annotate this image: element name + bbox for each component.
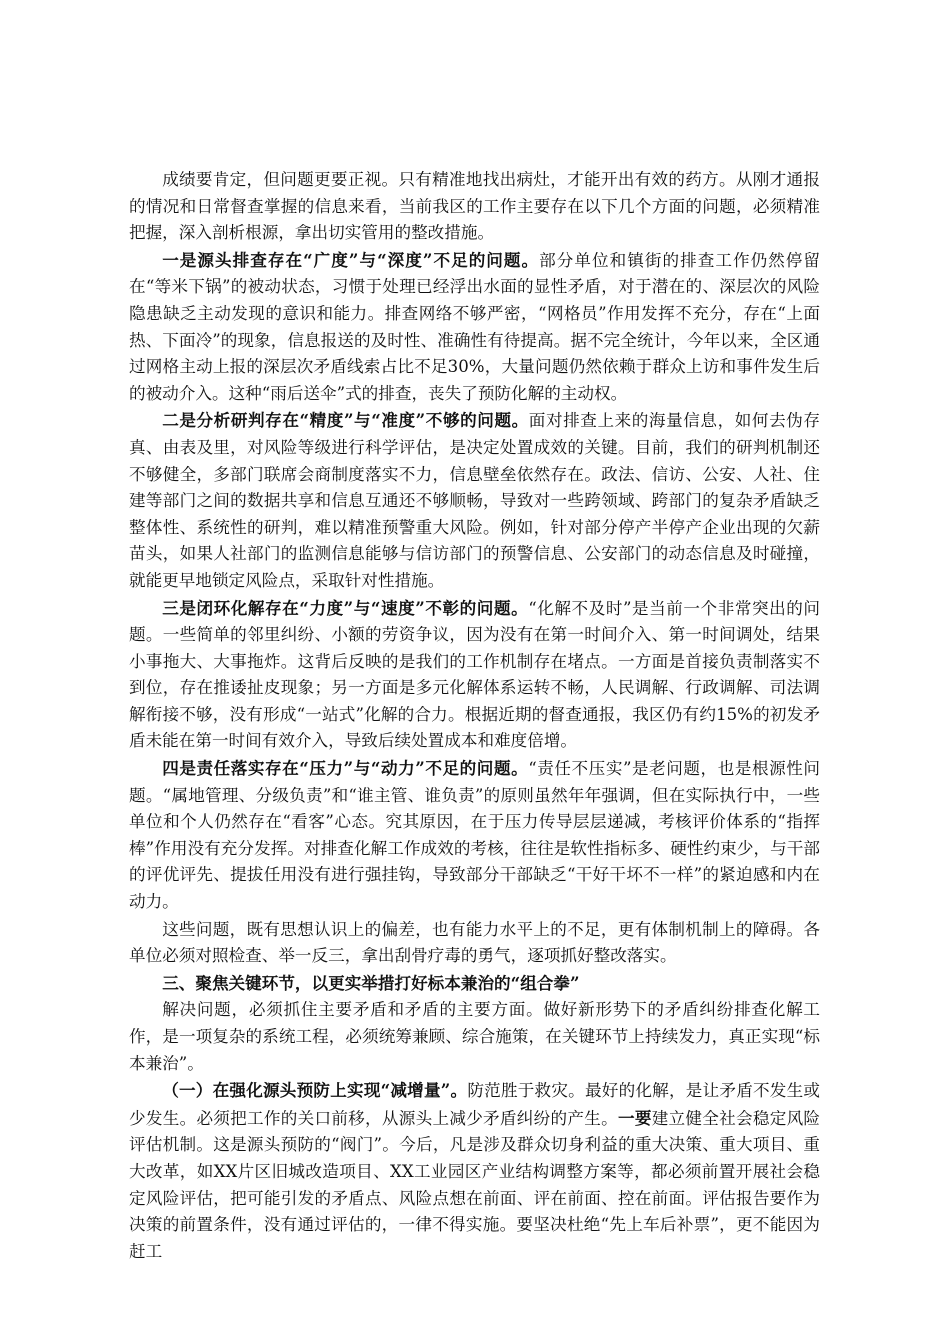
paragraph-problem-2 bbox=[129, 407, 820, 594]
paragraph-problem-1 bbox=[129, 247, 820, 408]
paragraph-lead: （一）在强化源头预防上实现“减增量”。 bbox=[162, 1080, 468, 1101]
paragraph-body: “责任不压实”是老问题，也是根源性问题。“属地管理、分级负责”和“谁主管、谁负责”的原则虽然年年强调，但在实际执行中，一些单位和个人仍然存在“看客”心态。究其原因，在于压力传导层层递减，考核评价体系的“指挥棒”作用没有充分发挥。对排查化解工作成效的考核，往往是软性指标多、硬性约束少，与干部的评优评先、提拔任用没有进行强挂钩，导致部分干部缺乏“干好干坏不一样”的紧迫感和内在动力。 bbox=[129, 759, 820, 912]
paragraph-summary bbox=[129, 916, 820, 970]
paragraph-lead: 四是责任落实存在“压力”与“动力”不足的问题。 bbox=[162, 758, 529, 779]
paragraph-lead: 三是闭环化解存在“力度”与“速度”不彰的问题。 bbox=[162, 597, 529, 618]
document-page bbox=[129, 166, 820, 1265]
paragraph-section-intro bbox=[129, 996, 820, 1077]
paragraph-body: 面对排查上来的海量信息，如何去伪存真、由表及里，对风险等级进行科学评估，是决定处置成效的关键。目前，我们的研判机制还不够健全，多部门联席会商制度落实不力，信息壁垒依然存在。政法、信访、公安、人社、住建等部门之间的数据共享和信息互通还不够顺畅，导致对一些跨领域、跨部门的复杂矛盾缺乏整体性、系统性的研判，难以精准预警重大风险。例如，针对部分停产半停产企业出现的欠薪苗头，如果人社部门的监测信息能够与信访部门的预警信息、公安部门的动态信息及时碰撞，就能更早地锁定风险点，采取针对性措施。 bbox=[129, 411, 821, 590]
paragraph-intro bbox=[129, 166, 820, 247]
paragraph-body: “化解不及时”是当前一个非常突出的问题。一些简单的邻里纠纷、小额的劳资争议，因为没有在第一时间介入、第一时间调处，结果小事拖大、大事拖炸。这背后反映的是我们的工作机制存在堵点。一方面是首接负责制落实不到位，存在推诿扯皮现象；另一方面是多元化解体系运转不畅，人民调解、行政调解、司法调解衔接不够，没有形成“一站式”化解的合力。根据近期的督查通报，我区仍有约15%的初发矛盾未能在第一时间有效介入，导致后续处置成本和难度倍增。 bbox=[129, 598, 820, 751]
paragraph-body: 这些问题，既有思想认识上的偏差，也有能力水平上的不足，更有体制机制上的障碍。各单位必须对照检查、举一反三，拿出刮骨疗毒的勇气，逐项抓好整改落实。 bbox=[129, 919, 820, 966]
paragraph-body: 成绩要肯定，但问题更要正视。只有精准地找出病灶，才能开出有效的药方。从刚才通报的情况和日常督查掌握的信息来看，当前我区的工作主要存在以下几个方面的问题，必须精准把握，深入剖析根源，拿出切实管用的整改措施。 bbox=[129, 170, 820, 243]
paragraph-body: 解决问题，必须抓住主要矛盾和矛盾的主要方面。做好新形势下的矛盾纠纷排查化解工作，是一项复杂的系统工程，必须统筹兼顾、综合施策，在关键环节上持续发力，真正实现“标本兼治”。 bbox=[129, 1000, 820, 1073]
section-heading-text: 三、聚焦关键环节，以更实举措打好标本兼治的“组合拳” bbox=[162, 972, 580, 993]
paragraph-inline-lead: 一要 bbox=[617, 1107, 652, 1128]
paragraph-lead: 二是分析研判存在“精度”与“准度”不够的问题。 bbox=[162, 410, 529, 431]
paragraph-body: 部分单位和镇街的排查工作仍然停留在“等米下锅”的被动状态，习惯于处理已经浮出水面的显性矛盾，对于潜在的、深层次的风险隐患缺乏主动发现的意识和能力。排查网络不够严密，“网格员”作用发挥不充分，存在“上面热、下面冷”的现象，信息报送的及时性、准确性有待提高。据不完全统计，今年以来，全区通过网格主动上报的深层次矛盾线索占比不足30%，大量问题仍然依赖于群众上访和事件发生后的被动介入。这种“雨后送伞”式的排查，丧失了预防化解的主动权。 bbox=[129, 250, 821, 403]
paragraph-lead: 一是源头排查存在“广度”与“深度”不足的问题。 bbox=[162, 249, 540, 270]
paragraph-body: 防范胜于救灾。最好的化解，是让矛盾不发生或少发生。必须把工作的关口前移，从源头上减少矛盾纠纷的产生。 bbox=[129, 1081, 820, 1128]
paragraph-measure-1 bbox=[129, 1077, 820, 1265]
paragraph-problem-3 bbox=[129, 595, 820, 756]
section-heading bbox=[129, 970, 820, 997]
paragraph-body-continued: 建立健全社会稳定风险评估机制。这是源头预防的“阀门”。今后，凡是涉及群众切身利益的重大决策、重大项目、重大改革，如XX片区旧城改造项目、XX工业园区产业结构调整方案等，都必须前置开展社会稳定风险评估，把可能引发的矛盾点、风险点想在前面、评在前面、控在前面。评估报告要作为决策的前置条件，没有通过评估的，一律不得实施。要坚决杜绝“先上车后补票”，更不能因为赶工 bbox=[129, 1108, 821, 1261]
paragraph-problem-4 bbox=[129, 755, 820, 916]
